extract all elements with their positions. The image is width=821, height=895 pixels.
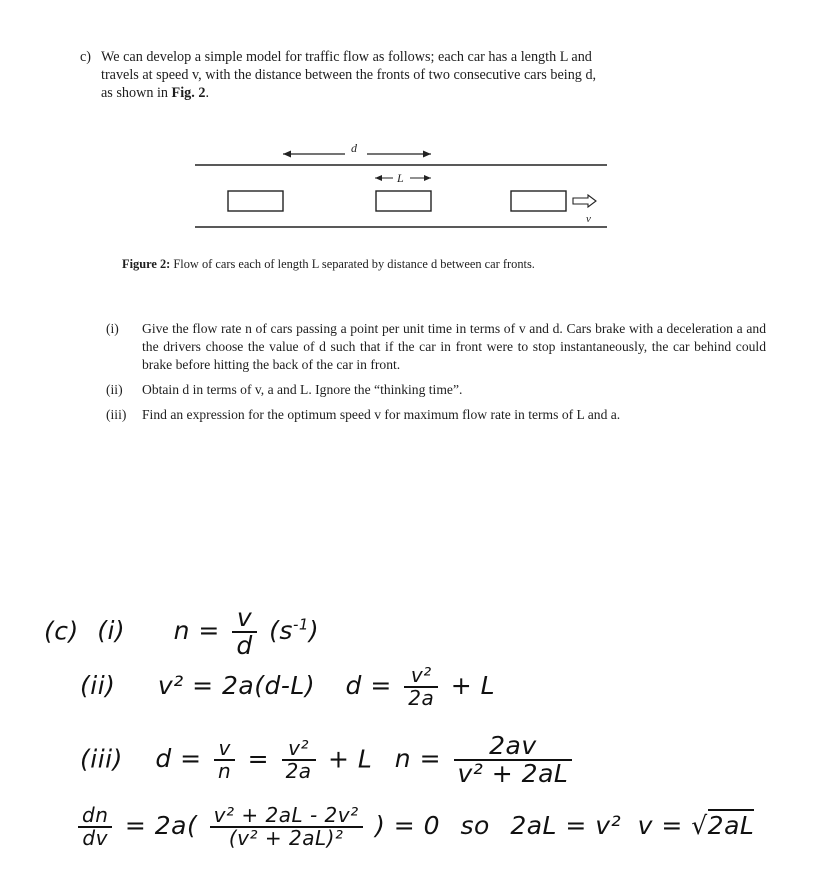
part-i	[106, 320, 766, 374]
part-i-number: (i)	[106, 321, 119, 336]
caption-label: Figure 2:	[122, 257, 171, 271]
part-ii	[106, 381, 766, 399]
figure-ref: Fig. 2	[171, 85, 206, 101]
part-iii-number: (iii)	[106, 407, 127, 422]
derivative-close: ) = 0	[375, 811, 441, 840]
answer-i-denominator: d	[232, 631, 256, 659]
intro-line-1: We can develop a simple model for traffic flow as follows; each car has a length L and	[101, 49, 592, 65]
answer-iii-line	[80, 733, 576, 788]
L-arrow-right-head	[424, 175, 431, 181]
answer-iii-denominator-1: n	[214, 759, 235, 782]
answer-iii-equals: =	[247, 744, 270, 774]
answer-iii-fraction-1	[214, 738, 235, 782]
intro-line-3-text: as shown in	[101, 85, 172, 101]
sqrt-sign: √	[691, 811, 708, 840]
caption-text: Flow of cars each of length L separated by distance d between car fronts.	[170, 257, 535, 271]
derivative-inner-numerator: v² + 2aL - 2v²	[213, 803, 359, 827]
answer-ii-label: (ii)	[80, 671, 116, 700]
answer-i-units	[269, 616, 319, 645]
car-3	[511, 191, 566, 211]
answer-iii-label: (iii)	[80, 744, 123, 774]
answer-ii-numerator: v²	[410, 663, 432, 687]
velocity-arrow	[573, 195, 596, 207]
derivative-numerator: dn	[82, 803, 109, 827]
car-2	[376, 191, 431, 211]
derivative-fraction	[78, 805, 112, 849]
answer-ii-line	[80, 665, 495, 709]
answer-iii-n-fraction	[454, 733, 573, 788]
v-label: v	[586, 213, 591, 225]
answer-final-2-lhs: v =	[637, 811, 683, 840]
answer-iii-numerator-2: v²	[288, 736, 309, 761]
answer-i-lhs: n =	[173, 616, 220, 646]
answer-ii-eq1: v² = 2a(d-L)	[157, 671, 316, 700]
answer-final-2	[638, 811, 755, 840]
traffic-flow-diagram	[195, 134, 615, 234]
L-label: L	[397, 171, 404, 185]
part-ii-number: (ii)	[106, 382, 123, 397]
answer-ii-denominator: 2a	[404, 686, 438, 709]
intro-line-2: travels at speed v, with the distance between the fronts of two consecutive cars being d,	[101, 67, 597, 83]
answer-iii-tail: + L	[328, 744, 373, 774]
intro-line-3-end: .	[205, 85, 209, 101]
d-label: d	[351, 141, 357, 155]
part-ii-text: Obtain d in terms of v, a and L. Ignore the “thinking time”.	[142, 382, 463, 397]
answer-c-label: (c)	[44, 616, 79, 646]
answer-iii-n-numerator: 2av	[489, 731, 537, 760]
answer-i-line	[44, 605, 319, 660]
answer-i-units-close: )	[308, 616, 320, 646]
question-label: c)	[80, 49, 92, 65]
answer-so: so	[460, 811, 490, 840]
derivative-inner-fraction	[210, 805, 363, 849]
answer-iii-n-lhs: n =	[394, 744, 442, 774]
answer-final-1: 2aL = v²	[510, 811, 622, 840]
answer-ii-tail: + L	[450, 671, 496, 700]
part-i-text: Give the flow rate n of cars passing a point per unit time in terms of v and d. Cars brake with a deceleration a and the drivers choose the value of d such that if the car in front were to stop instantaneously, the car behind could brake before hitting the back of the car in front.	[142, 321, 766, 372]
answer-i-label: (i)	[97, 616, 126, 646]
sub-questions	[106, 320, 766, 431]
derivative-inner-denominator: (v² + 2aL)²	[210, 826, 363, 849]
derivative-equals: = 2a(	[124, 811, 198, 840]
d-arrow-right-head	[423, 151, 431, 158]
part-iii	[106, 406, 766, 424]
answer-i-units-exp: -1	[292, 615, 309, 634]
sqrt-radicand: 2aL	[707, 811, 755, 840]
question-intro	[80, 48, 770, 102]
intro-line-3	[80, 84, 770, 102]
answer-iii-denominator-2: 2a	[282, 759, 316, 782]
derivative-denominator: dv	[78, 826, 112, 849]
answer-i-units-open: (s	[269, 616, 293, 646]
car-1	[228, 191, 283, 211]
answer-ii-d-lhs: d =	[345, 671, 392, 700]
L-arrow-left-head	[375, 175, 382, 181]
answer-iii-n-denominator: v² + 2aL	[454, 759, 573, 787]
answer-i-fraction	[232, 605, 256, 660]
answer-ii-fraction	[404, 665, 438, 709]
answer-i-numerator: v	[236, 603, 253, 632]
part-iii-text: Find an expression for the optimum speed v for maximum flow rate in terms of L and a.	[142, 407, 621, 422]
d-arrow-left-head	[283, 151, 291, 158]
answer-iii-d-lhs: d =	[155, 744, 202, 774]
answer-derivative-line	[74, 805, 754, 849]
answer-iii-numerator-1: v	[218, 736, 231, 761]
answer-iii-fraction-2	[282, 738, 316, 782]
figure-caption	[122, 255, 535, 273]
